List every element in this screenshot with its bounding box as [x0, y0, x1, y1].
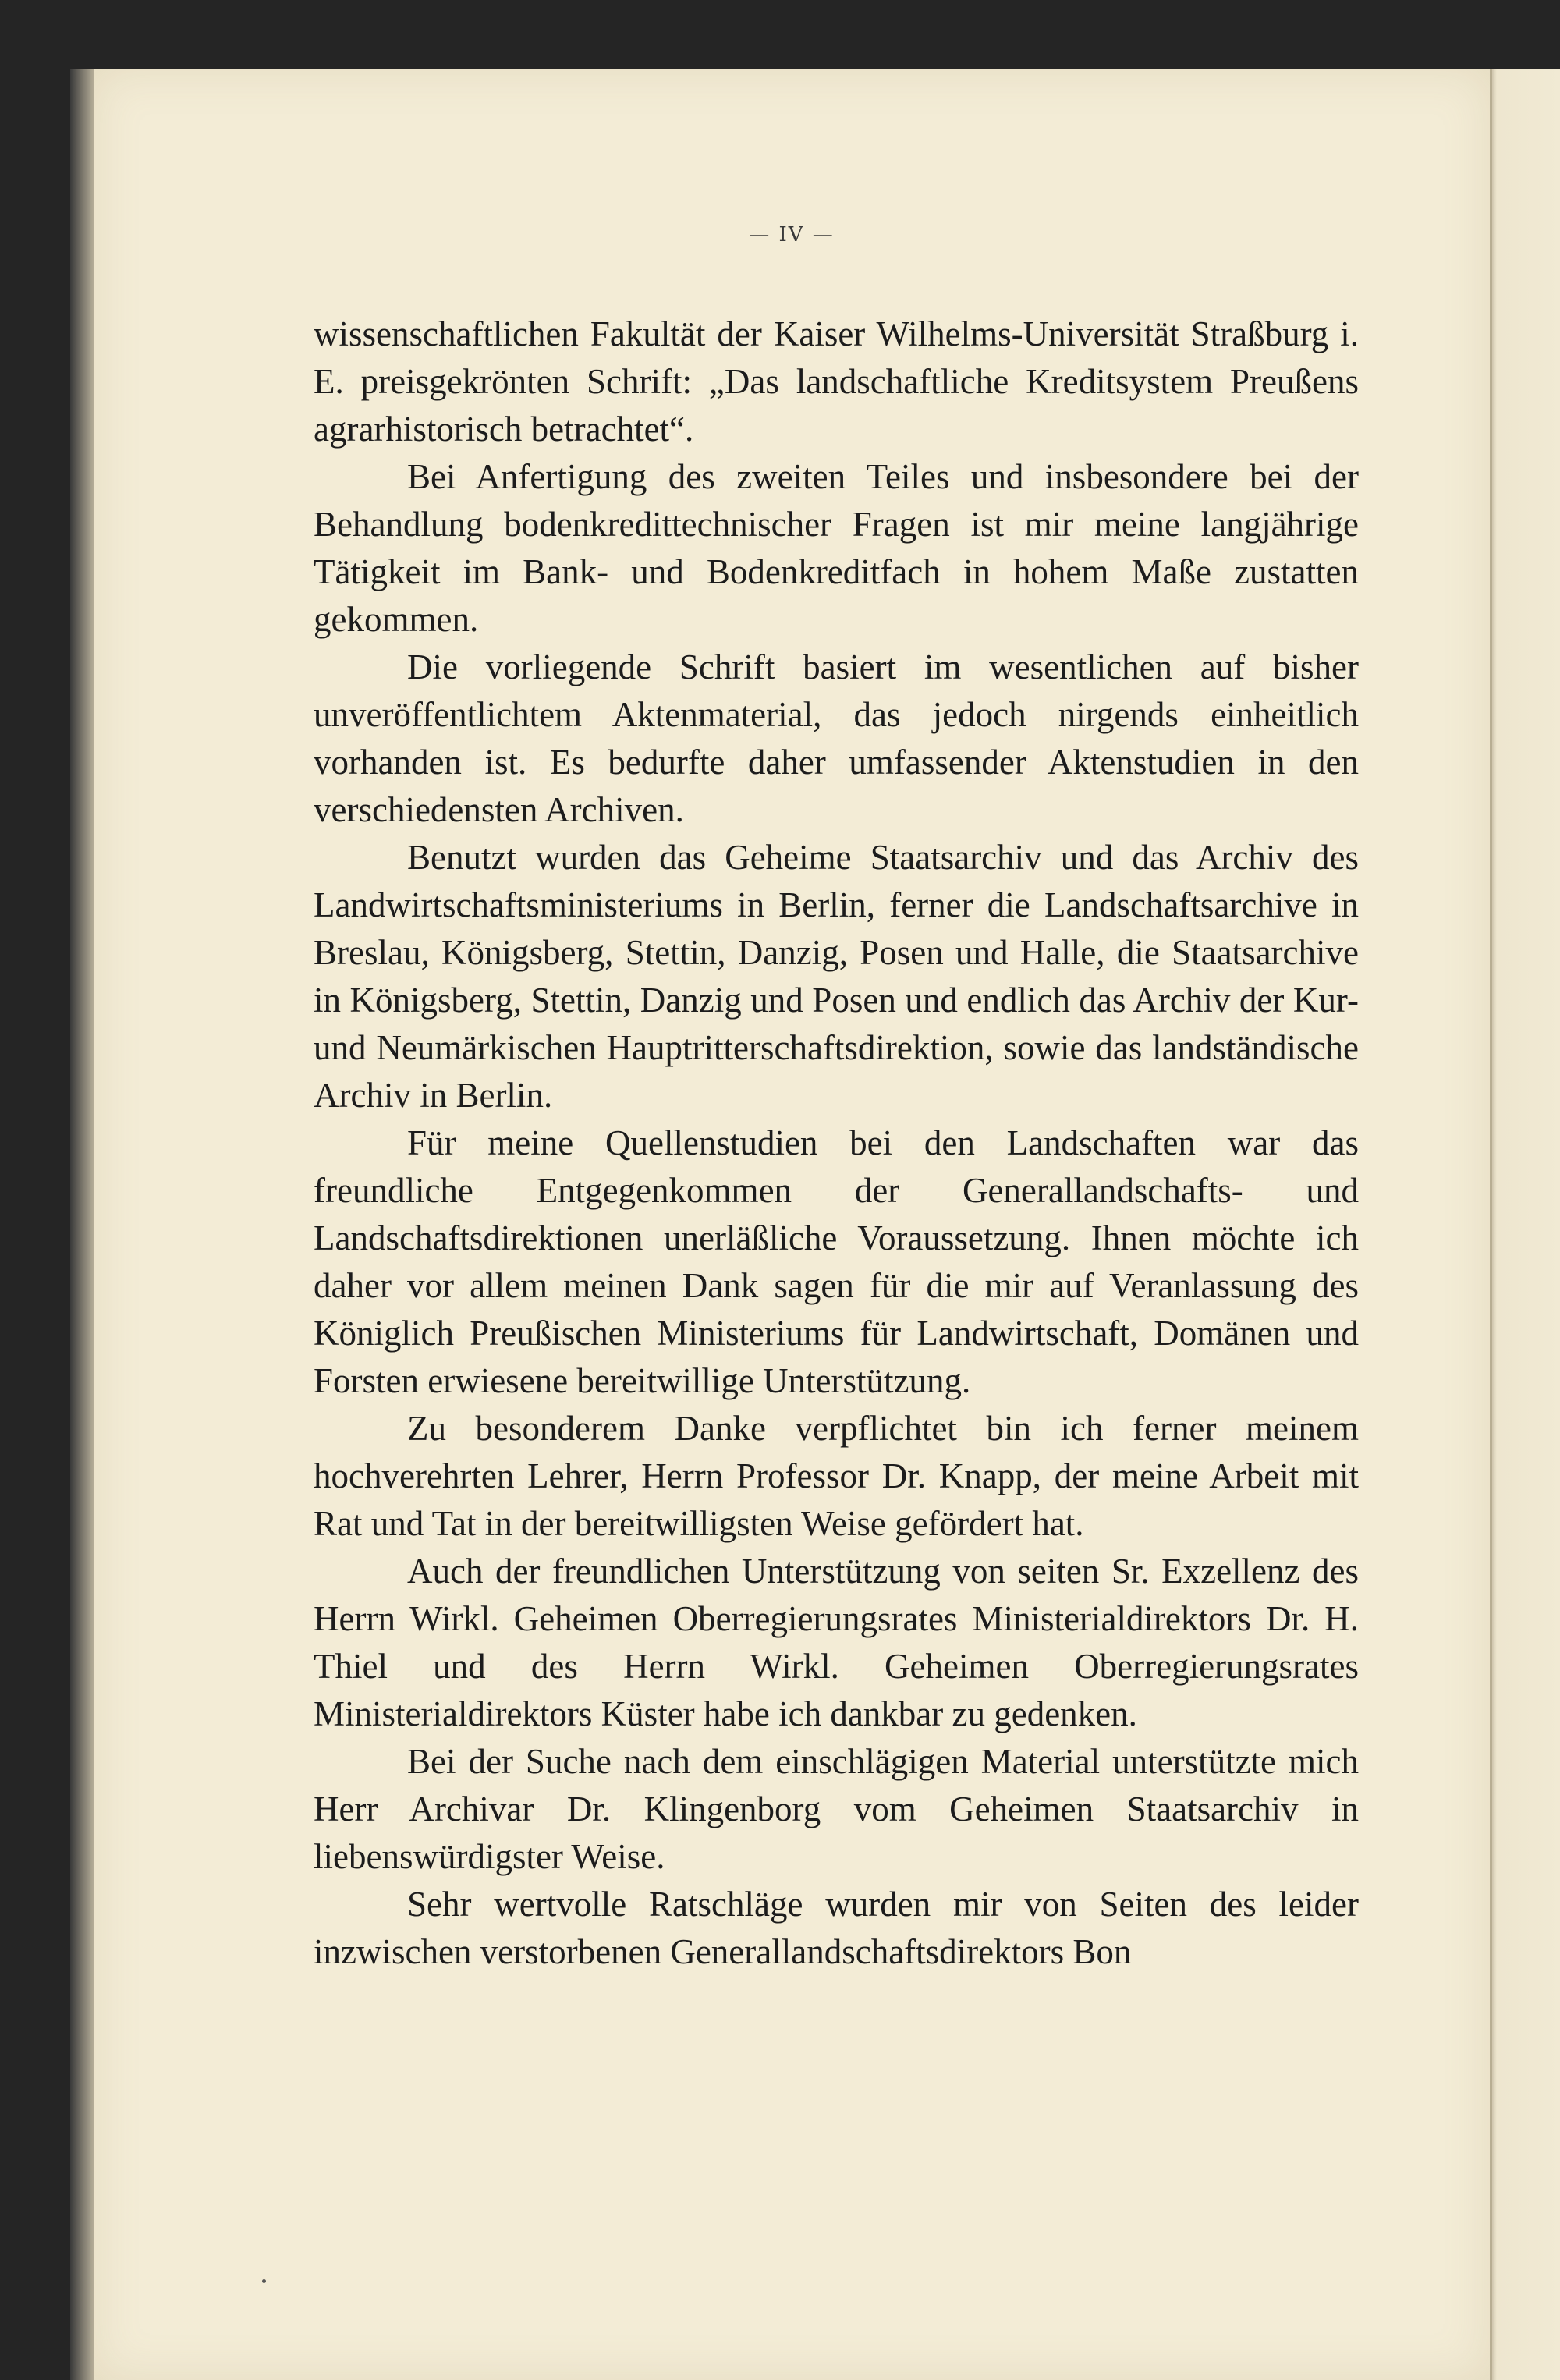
- paragraph: Bei Anfertigung des zweiten Teiles und insbesondere bei der Behandlung bodenkredittechnischer Fragen ist mir meine langjährige Tätigkeit im Bank- und Bodenkreditfach in hohem Maße zustatten gekommen.: [314, 457, 1359, 639]
- paragraph: Die vorliegende Schrift basiert im wesentlichen auf bisher unveröffentlichtem Aktenmaterial, das jedoch nirgends einheitlich vorhanden ist. Es bedurfte daher umfassender Aktenstudien in den verschiedensten Archiven.: [314, 647, 1359, 829]
- paragraph: Für meine Quellenstudien bei den Landschaften war das freundliche Entgegenkommen der Generallandschafts- und Landschaftsdirektionen unerläßliche Voraussetzung. Ihnen möchte ich daher vor allem meinen Dank sagen für die mir auf Veranlassung des Königlich Preußischen Ministeriums für Landwirtschaft, Domänen und Forsten erwiesene bereitwillige Unterstützung.: [314, 1123, 1359, 1400]
- body-text: [314, 310, 1359, 1976]
- paper-speck: [262, 2279, 266, 2283]
- page-gutter-shadow: [70, 69, 94, 2380]
- paragraph: Benutzt wurden das Geheime Staatsarchiv und das Archiv des Landwirtschaftsministeriums in Berlin, ferner die Landschaftsarchive in Breslau, Königsberg, Stettin, Danzig, Posen und Halle, die Staatsarchive in Königsberg, Stettin, Danzig und Posen und endlich das Archiv der Kur- und Neumärkischen Hauptritterschaftsdirektion, sowie das landständische Archiv in Berlin.: [314, 838, 1359, 1115]
- page-number: — IV —: [749, 223, 835, 247]
- facing-page-edge: [1490, 69, 1560, 2380]
- paragraph-continuation: wissenschaftlichen Fakultät der Kaiser Wilhelms-Universität Straßburg i. E. preisgekrönten Schrift: „Das landschaftliche Kreditsystem Preußens agrarhistorisch betrachtet“.: [314, 314, 1359, 449]
- paragraph: Auch der freundlichen Unterstützung von seiten Sr. Exzellenz des Herrn Wirkl. Geheimen Oberregierungsrates Ministerialdirektors Dr. H. Thiel und des Herrn Wirkl. Geheimen Oberregierungsrates Ministerialdirektors Küster habe ich dankbar zu gedenken.: [314, 1552, 1359, 1733]
- paragraph: Bei der Suche nach dem einschlägigen Material unterstützte mich Herr Archivar Dr. Klingenborg vom Geheimen Staatsarchiv in liebenswürdigster Weise.: [314, 1742, 1359, 1876]
- paragraph: Zu besonderem Danke verpflichtet bin ich ferner meinem hochverehrten Lehrer, Herrn Professor Dr. Knapp, der meine Arbeit mit Rat und Tat in der bereitwilligsten Weise gefördert hat.: [314, 1409, 1359, 1543]
- paragraph: Sehr wertvolle Ratschläge wurden mir von Seiten des leider inzwischen verstorbenen Generallandschaftsdirektors Bon: [314, 1885, 1359, 1971]
